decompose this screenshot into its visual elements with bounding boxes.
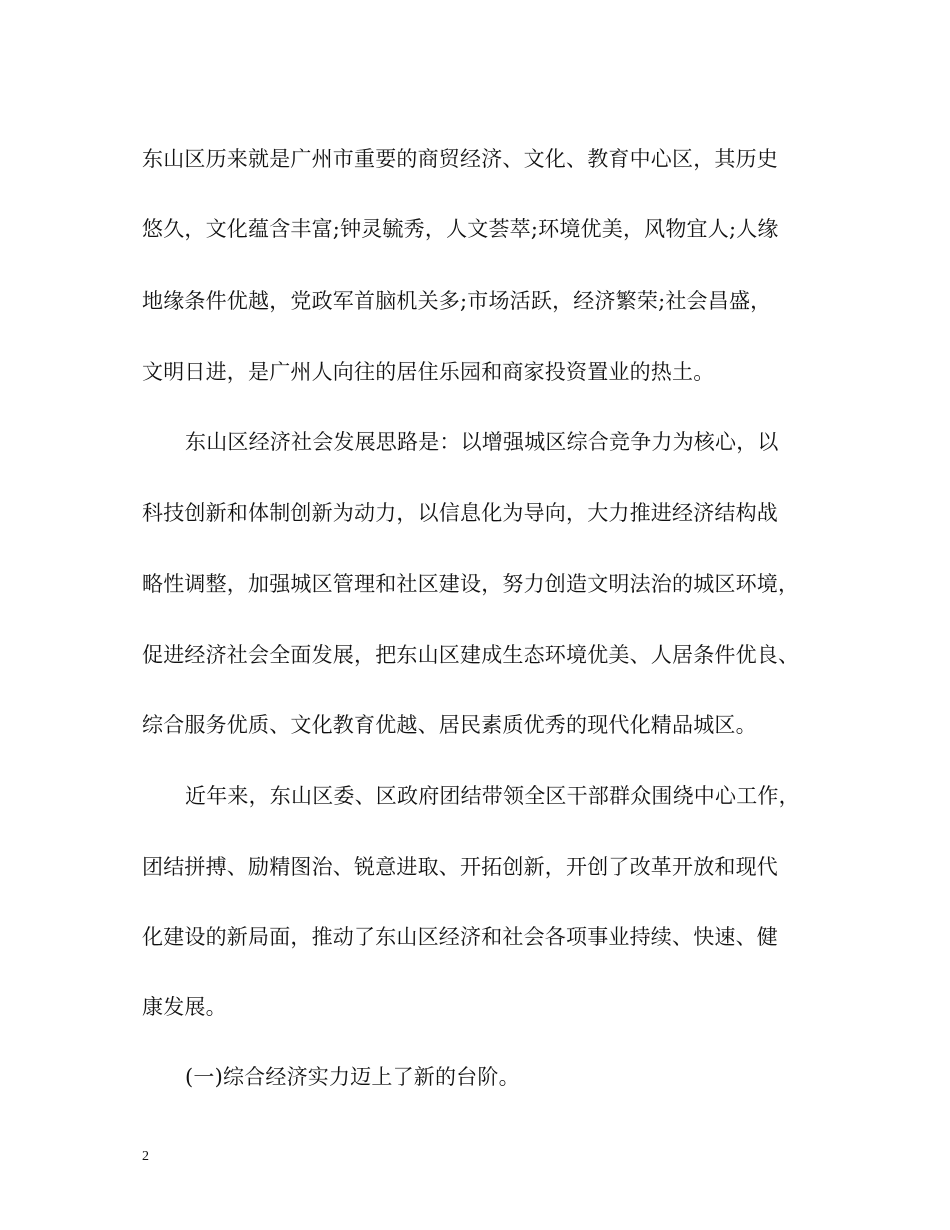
- paragraph-line: 康发展。: [142, 995, 227, 1019]
- paragraph-line: 地缘条件优越，党政军首脑机关多;市场活跃，经济繁荣;社会昌盛，: [142, 289, 772, 313]
- paragraph-line: 略性调整，加强城区管理和社区建设，努力创造文明法治的城区环境，: [142, 572, 800, 596]
- paragraph-line: 悠久，文化蕴含丰富;钟灵毓秀，人文荟萃;环境优美，风物宜人;人缘: [142, 217, 779, 241]
- paragraph-line: 综合服务优质、文化教育优越、居民素质优秀的现代化精品城区。: [142, 713, 757, 737]
- paragraph-line: 科技创新和体制创新为动力，以信息化为导向，大力推进经济结构战: [142, 501, 778, 525]
- paragraph-line: 团结拼搏、励精图治、锐意进取、开拓创新，开创了改革开放和现代: [142, 855, 778, 879]
- paragraph-line: 文明日进，是广州人向往的居住乐园和商家投资置业的热土。: [142, 360, 715, 384]
- paragraph-line: 东山区经济社会发展思路是：以增强城区综合竞争力为核心，以: [185, 430, 779, 454]
- section-heading: (一)综合经济实力迈上了新的台阶。: [185, 1065, 520, 1089]
- page-number: 2: [142, 1149, 149, 1164]
- paragraph-line: 化建设的新局面，推动了东山区经济和社会各项事业持续、快速、健: [142, 925, 778, 949]
- paragraph-line: 东山区历来就是广州市重要的商贸经济、文化、教育中心区，其历史: [142, 147, 778, 171]
- paragraph-line: 近年来，东山区委、区政府团结带领全区干部群众围绕中心工作，: [185, 784, 800, 808]
- paragraph-line: 促进经济社会全面发展，把东山区建成生态环境优美、人居条件优良、: [142, 643, 800, 667]
